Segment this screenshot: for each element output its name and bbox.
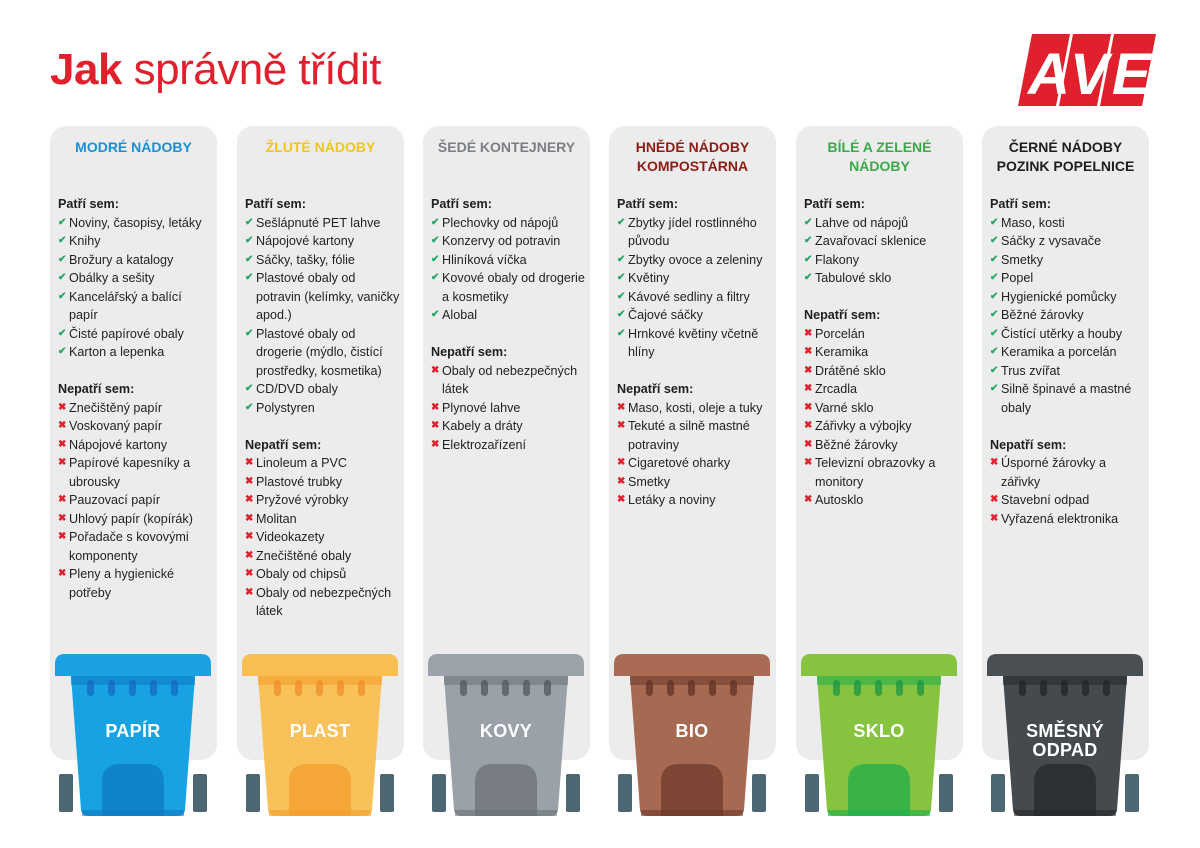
- list-item-text: Drátěné sklo: [815, 363, 886, 378]
- list-item: [245, 214, 400, 233]
- list-item: [617, 417, 772, 454]
- check-icon: ✔: [431, 216, 440, 228]
- check-icon: ✔: [990, 383, 999, 394]
- list-item-text: Pleny a hygienické potřeby: [69, 567, 175, 600]
- panel-heading: [423, 138, 590, 157]
- logo-letter: E: [1112, 42, 1151, 106]
- cross-icon: ✖: [245, 531, 254, 542]
- list-item: [617, 288, 772, 307]
- list-item-text: Maso, kosti: [1001, 215, 1065, 230]
- cross-icon: ✖: [804, 364, 813, 376]
- list-item-text: Papírové kapesníky a ubrousky: [69, 456, 191, 489]
- list-item-text: Obaly od nebezpečných látek: [256, 585, 392, 618]
- not-belongs-heading: Nepatří sem:: [617, 382, 694, 396]
- cross-icon: ✖: [58, 494, 67, 505]
- list-item-text: Keramika a porcelán: [1001, 345, 1117, 359]
- panel-body: [245, 195, 400, 621]
- list-item: [617, 454, 772, 473]
- list-item-text: Smetky: [628, 474, 670, 489]
- belongs-heading: Patří sem:: [58, 197, 119, 211]
- list-item-text: Běžné žárovky: [1001, 308, 1084, 322]
- waste-bin-icon: [240, 652, 400, 820]
- list-item: [58, 399, 213, 418]
- check-icon: ✔: [58, 253, 67, 265]
- list-item: [990, 288, 1145, 307]
- cross-icon: ✖: [617, 420, 626, 431]
- cross-icon: ✖: [245, 586, 254, 598]
- cross-icon: ✖: [245, 512, 254, 524]
- check-icon: ✔: [617, 290, 626, 302]
- list-item-text: Nápojové kartony: [69, 437, 168, 452]
- check-icon: ✔: [58, 290, 67, 302]
- list-item: [990, 362, 1145, 381]
- list-item-text: Zářivky a výbojky: [815, 419, 912, 433]
- list-item: [990, 454, 1145, 491]
- list-item-text: Voskovaný papír: [69, 419, 163, 433]
- check-icon: ✔: [990, 235, 999, 246]
- list-item-text: Letáky a noviny: [628, 493, 716, 507]
- panel-body: [58, 195, 213, 602]
- list-item: [431, 436, 586, 455]
- list-item: [245, 454, 400, 473]
- bin-label: [53, 722, 213, 741]
- cross-icon: ✖: [804, 401, 813, 413]
- check-icon: ✔: [804, 253, 813, 265]
- list-item: [58, 510, 213, 529]
- belongs-list: [617, 195, 772, 362]
- check-icon: ✔: [58, 216, 67, 228]
- panel-heading-line: BÍLÉ A ZELENÉ: [827, 139, 932, 155]
- list-item-text: Trus zvířat: [1001, 363, 1061, 378]
- check-icon: ✔: [245, 253, 254, 265]
- list-item-text: Sáčky, tašky, fólie: [256, 252, 355, 267]
- list-item: [990, 306, 1145, 325]
- bin-label: [985, 722, 1145, 760]
- list-item-text: Pauzovací papír: [69, 493, 161, 507]
- list-item: [804, 417, 959, 436]
- ave-logo: [1018, 34, 1156, 106]
- belongs-heading: Patří sem:: [617, 197, 678, 211]
- list-item-text: Alobal: [442, 308, 478, 322]
- check-icon: ✔: [617, 309, 626, 320]
- list-item-text: Pořadače s kovovými komponenty: [69, 530, 189, 563]
- check-icon: ✔: [990, 327, 999, 339]
- list-item-text: CD/DVD obaly: [256, 382, 338, 396]
- cross-icon: ✖: [431, 401, 440, 413]
- waste-bin-icon: [53, 652, 213, 820]
- waste-bin-icon: [985, 652, 1145, 820]
- list-item: [245, 528, 400, 547]
- panel-heading-line: MODRÉ NÁDOBY: [75, 139, 192, 155]
- list-item: [617, 399, 772, 418]
- list-item-text: Obaly od nebezpečných látek: [442, 363, 578, 396]
- cross-icon: ✖: [58, 420, 67, 431]
- not-belongs-heading: Nepatří sem:: [431, 345, 508, 359]
- list-item-text: Lahve od nápojů: [815, 215, 909, 230]
- check-icon: ✔: [245, 327, 254, 339]
- list-item-text: Noviny, časopisy, letáky: [69, 215, 202, 230]
- list-item: [245, 269, 400, 325]
- panel-heading: [50, 138, 217, 157]
- list-item-text: Kávové sedliny a filtry: [628, 289, 750, 304]
- panel-heading-line: ŽLUTÉ NÁDOBY: [265, 139, 376, 155]
- not-belongs-list: [431, 343, 586, 454]
- not-belongs-list: [58, 380, 213, 602]
- list-item-text: Porcelán: [815, 326, 865, 341]
- list-item: [617, 269, 772, 288]
- list-item-text: Kabely a dráty: [442, 419, 523, 433]
- list-item: [431, 232, 586, 251]
- list-item-text: Nápojové kartony: [256, 234, 355, 248]
- check-icon: ✔: [431, 272, 440, 283]
- not-belongs-list: [990, 436, 1145, 529]
- list-item-text: Flakony: [815, 252, 860, 267]
- check-icon: ✔: [990, 216, 999, 228]
- list-item-text: Běžné žárovky: [815, 437, 898, 452]
- list-item-text: Pryžové výrobky: [256, 493, 349, 507]
- cross-icon: ✖: [990, 494, 999, 505]
- list-item: [431, 251, 586, 270]
- list-item-text: Zrcadla: [815, 382, 857, 396]
- list-item-text: Keramika: [815, 345, 869, 359]
- list-item-text: Sešlápnuté PET lahve: [256, 215, 381, 230]
- cross-icon: ✖: [617, 457, 626, 468]
- bin-label-line: SMĚSNÝ: [1026, 721, 1104, 741]
- list-item-text: Plastové obaly od potravin (kelímky, vaničky apod.): [256, 271, 400, 322]
- panel-heading-line: NÁDOBY: [849, 158, 910, 174]
- list-item-text: Zavařovací sklenice: [815, 234, 927, 248]
- list-item: [58, 491, 213, 510]
- panel-body: [804, 195, 959, 510]
- list-item: [58, 528, 213, 565]
- list-item-text: Obaly od chipsů: [256, 567, 347, 581]
- list-item: [431, 269, 586, 306]
- belongs-heading: Patří sem:: [431, 197, 492, 211]
- list-item: [617, 473, 772, 492]
- logo-letter: A: [1028, 42, 1070, 106]
- list-item: [245, 565, 400, 584]
- list-item-text: Stavební odpad: [1001, 493, 1090, 507]
- bin-label-line: PAPÍR: [105, 721, 161, 741]
- belongs-list: [58, 195, 213, 362]
- bin-label: [799, 722, 959, 741]
- panel-body: [617, 195, 772, 510]
- list-item: [245, 232, 400, 251]
- list-item: [804, 214, 959, 233]
- list-item: [990, 269, 1145, 288]
- list-item-text: Květiny: [628, 271, 670, 285]
- list-item: [990, 491, 1145, 510]
- waste-bin-icon: [799, 652, 959, 820]
- cross-icon: ✖: [804, 457, 813, 468]
- list-item: [431, 417, 586, 436]
- list-item-text: Plastové trubky: [256, 474, 343, 489]
- list-item: [245, 399, 400, 418]
- check-icon: ✔: [58, 272, 67, 283]
- cross-icon: ✖: [804, 438, 813, 450]
- list-item: [245, 491, 400, 510]
- list-item-text: Hygienické pomůcky: [1001, 289, 1117, 304]
- list-item: [990, 325, 1145, 344]
- list-item-text: Zbytky jídel rostlinného původu: [628, 215, 757, 248]
- check-icon: ✔: [990, 309, 999, 320]
- bin-label-line: SKLO: [853, 721, 905, 741]
- check-icon: ✔: [58, 235, 67, 246]
- list-item-text: Obálky a sešity: [69, 271, 155, 285]
- list-item: [990, 380, 1145, 417]
- list-item-text: Molitan: [256, 511, 297, 526]
- list-item: [804, 251, 959, 270]
- list-item: [804, 232, 959, 251]
- list-item: [617, 491, 772, 510]
- list-item-text: Hliníková víčka: [442, 252, 527, 267]
- list-item: [58, 417, 213, 436]
- panel-heading: [982, 138, 1149, 176]
- panel-heading-line: ČERNÉ NÁDOBY: [1008, 139, 1123, 155]
- list-item: [245, 547, 400, 566]
- waste-bin-icon: [612, 652, 772, 820]
- list-item: [58, 436, 213, 455]
- not-belongs-list: [804, 306, 959, 510]
- list-item-text: Čisté papírové obaly: [69, 326, 184, 341]
- list-item: [58, 343, 213, 362]
- list-item: [58, 251, 213, 270]
- belongs-heading: Patří sem:: [804, 197, 865, 211]
- check-icon: ✔: [431, 253, 440, 265]
- check-icon: ✔: [58, 346, 67, 357]
- list-item-text: Vyřazená elektronika: [1001, 511, 1119, 526]
- list-item-text: Maso, kosti, oleje a tuky: [628, 400, 763, 415]
- list-item: [617, 306, 772, 325]
- belongs-list: [804, 195, 959, 288]
- check-icon: ✔: [245, 401, 254, 413]
- check-icon: ✔: [804, 272, 813, 283]
- belongs-heading: Patří sem:: [990, 197, 1051, 211]
- cross-icon: ✖: [58, 531, 67, 542]
- waste-bin-icon: [426, 652, 586, 820]
- list-item: [804, 362, 959, 381]
- cross-icon: ✖: [431, 364, 440, 376]
- list-item: [431, 306, 586, 325]
- bin-label: [240, 722, 400, 741]
- cross-icon: ✖: [58, 568, 67, 579]
- list-item: [245, 473, 400, 492]
- check-icon: ✔: [245, 216, 254, 228]
- check-icon: ✔: [990, 253, 999, 265]
- list-item: [990, 232, 1145, 251]
- bin-label-line: BIO: [675, 721, 709, 741]
- check-icon: ✔: [617, 216, 626, 228]
- list-item-text: Smetky: [1001, 252, 1043, 267]
- list-item: [431, 362, 586, 399]
- not-belongs-heading: Nepatří sem:: [245, 437, 322, 452]
- not-belongs-list: [617, 380, 772, 510]
- list-item: [245, 584, 400, 621]
- list-item: [58, 269, 213, 288]
- panel-heading-line: POZINK POPELNICE: [996, 158, 1135, 174]
- cross-icon: ✖: [58, 401, 67, 413]
- panel-heading-line: HNĚDÉ NÁDOBY: [635, 139, 750, 155]
- list-item-text: Úsporné žárovky a zářivky: [1001, 456, 1106, 489]
- cross-icon: ✖: [617, 475, 626, 487]
- list-item-text: Hrnkové květiny včetně hlíny: [628, 326, 759, 359]
- list-item-text: Plechovky od nápojů: [442, 215, 559, 230]
- list-item-text: Zbytky ovoce a zeleniny: [628, 252, 763, 267]
- list-item: [245, 325, 400, 381]
- panel-heading-line: ŠEDÉ KONTEJNERY: [437, 139, 576, 155]
- check-icon: ✔: [245, 235, 254, 246]
- cross-icon: ✖: [245, 475, 254, 487]
- cross-icon: ✖: [58, 438, 67, 450]
- list-item-text: Silně špinavé a mastné obaly: [1001, 382, 1132, 415]
- bin-label-line: KOVY: [479, 721, 533, 741]
- check-icon: ✔: [990, 346, 999, 357]
- list-item-text: Tabulové sklo: [815, 271, 892, 285]
- cross-icon: ✖: [804, 383, 813, 394]
- bin-label-line: ODPAD: [1032, 740, 1098, 760]
- check-icon: ✔: [990, 272, 999, 283]
- cross-icon: ✖: [245, 457, 254, 468]
- list-item-text: Plynové lahve: [442, 400, 521, 415]
- list-item: [58, 565, 213, 602]
- list-item: [804, 454, 959, 491]
- list-item: [617, 325, 772, 362]
- belongs-list: [990, 195, 1145, 417]
- list-item-text: Kovové obaly od drogerie a kosmetiky: [442, 271, 585, 304]
- check-icon: ✔: [990, 290, 999, 302]
- list-item-text: Televizní obrazovky a monitory: [815, 456, 936, 489]
- list-item: [804, 343, 959, 362]
- list-item: [58, 288, 213, 325]
- not-belongs-heading: Nepatří sem:: [58, 382, 135, 396]
- panel-heading-line: KOMPOSTÁRNA: [636, 158, 749, 174]
- belongs-heading: Patří sem:: [245, 197, 306, 211]
- list-item-text: Autosklo: [815, 493, 864, 507]
- check-icon: ✔: [617, 327, 626, 339]
- panel-heading: [237, 138, 404, 157]
- logo-letter: V: [1070, 42, 1109, 106]
- cross-icon: ✖: [804, 327, 813, 339]
- list-item: [990, 214, 1145, 233]
- check-icon: ✔: [804, 216, 813, 228]
- list-item-text: Sáčky z vysavače: [1001, 234, 1102, 248]
- cross-icon: ✖: [431, 420, 440, 431]
- list-item: [617, 214, 772, 251]
- not-belongs-heading: Nepatří sem:: [990, 437, 1067, 452]
- cross-icon: ✖: [58, 512, 67, 524]
- check-icon: ✔: [58, 327, 67, 339]
- cross-icon: ✖: [617, 494, 626, 505]
- list-item-text: Linoleum a PVC: [256, 456, 348, 470]
- list-item: [804, 399, 959, 418]
- list-item: [58, 454, 213, 491]
- list-item-text: Konzervy od potravin: [442, 234, 561, 248]
- list-item-text: Čistící utěrky a houby: [1001, 326, 1123, 341]
- list-item-text: Knihy: [69, 234, 101, 248]
- list-item-text: Znečištěný papír: [69, 400, 163, 415]
- check-icon: ✔: [804, 235, 813, 246]
- list-item: [58, 214, 213, 233]
- list-item-text: Kancelářský a balící papír: [69, 289, 182, 322]
- list-item-text: Cigaretové oharky: [628, 456, 731, 470]
- check-icon: ✔: [617, 253, 626, 265]
- list-item-text: Tekuté a silně mastné potraviny: [628, 419, 750, 452]
- check-icon: ✔: [431, 235, 440, 246]
- list-item: [245, 510, 400, 529]
- cross-icon: ✖: [804, 494, 813, 505]
- list-item-text: Elektrozařízení: [442, 437, 526, 452]
- list-item-text: Popel: [1001, 271, 1034, 285]
- list-item: [804, 269, 959, 288]
- list-item: [245, 380, 400, 399]
- list-item-text: Videokazety: [256, 530, 325, 544]
- panel-heading: [796, 138, 963, 176]
- page-title-rest: správně třídit: [121, 45, 381, 94]
- list-item: [804, 325, 959, 344]
- check-icon: ✔: [245, 383, 254, 394]
- page-title: [50, 45, 381, 94]
- panel-body: [990, 195, 1145, 528]
- check-icon: ✔: [431, 309, 440, 320]
- list-item: [990, 251, 1145, 270]
- not-belongs-heading: Nepatří sem:: [804, 308, 881, 322]
- belongs-list: [245, 195, 400, 417]
- list-item: [431, 399, 586, 418]
- list-item-text: Varné sklo: [815, 400, 874, 415]
- cross-icon: ✖: [245, 549, 254, 561]
- list-item: [58, 325, 213, 344]
- list-item: [804, 436, 959, 455]
- belongs-list: [431, 195, 586, 325]
- list-item: [617, 251, 772, 270]
- page-title-bold: Jak: [50, 45, 122, 94]
- cross-icon: ✖: [804, 420, 813, 431]
- list-item-text: Čajové sáčky: [628, 308, 703, 322]
- list-item-text: Polystyren: [256, 400, 315, 415]
- list-item-text: Karton a lepenka: [69, 345, 165, 359]
- bin-label: [612, 722, 772, 741]
- cross-icon: ✖: [617, 401, 626, 413]
- list-item-text: Uhlový papír (kopírák): [69, 511, 193, 526]
- bin-label: [426, 722, 586, 741]
- cross-icon: ✖: [990, 457, 999, 468]
- cross-icon: ✖: [58, 457, 67, 468]
- bin-label-line: PLAST: [289, 721, 351, 741]
- check-icon: ✔: [617, 272, 626, 283]
- cross-icon: ✖: [804, 346, 813, 357]
- list-item-text: Znečištěné obaly: [256, 548, 352, 563]
- list-item: [990, 510, 1145, 529]
- cross-icon: ✖: [990, 512, 999, 524]
- panel-body: [431, 195, 586, 454]
- list-item-text: Brožury a katalogy: [69, 252, 174, 267]
- list-item-text: Plastové obaly od drogerie (mýdlo, čistící prostředky, kosmetika): [256, 326, 383, 378]
- list-item: [804, 491, 959, 510]
- panel-heading: [609, 138, 776, 176]
- not-belongs-list: [245, 436, 400, 621]
- list-item: [804, 380, 959, 399]
- cross-icon: ✖: [245, 568, 254, 579]
- cross-icon: ✖: [431, 438, 440, 450]
- list-item: [431, 214, 586, 233]
- list-item: [58, 232, 213, 251]
- list-item: [990, 343, 1145, 362]
- list-item: [245, 251, 400, 270]
- check-icon: ✔: [245, 272, 254, 283]
- cross-icon: ✖: [245, 494, 254, 505]
- check-icon: ✔: [990, 364, 999, 376]
